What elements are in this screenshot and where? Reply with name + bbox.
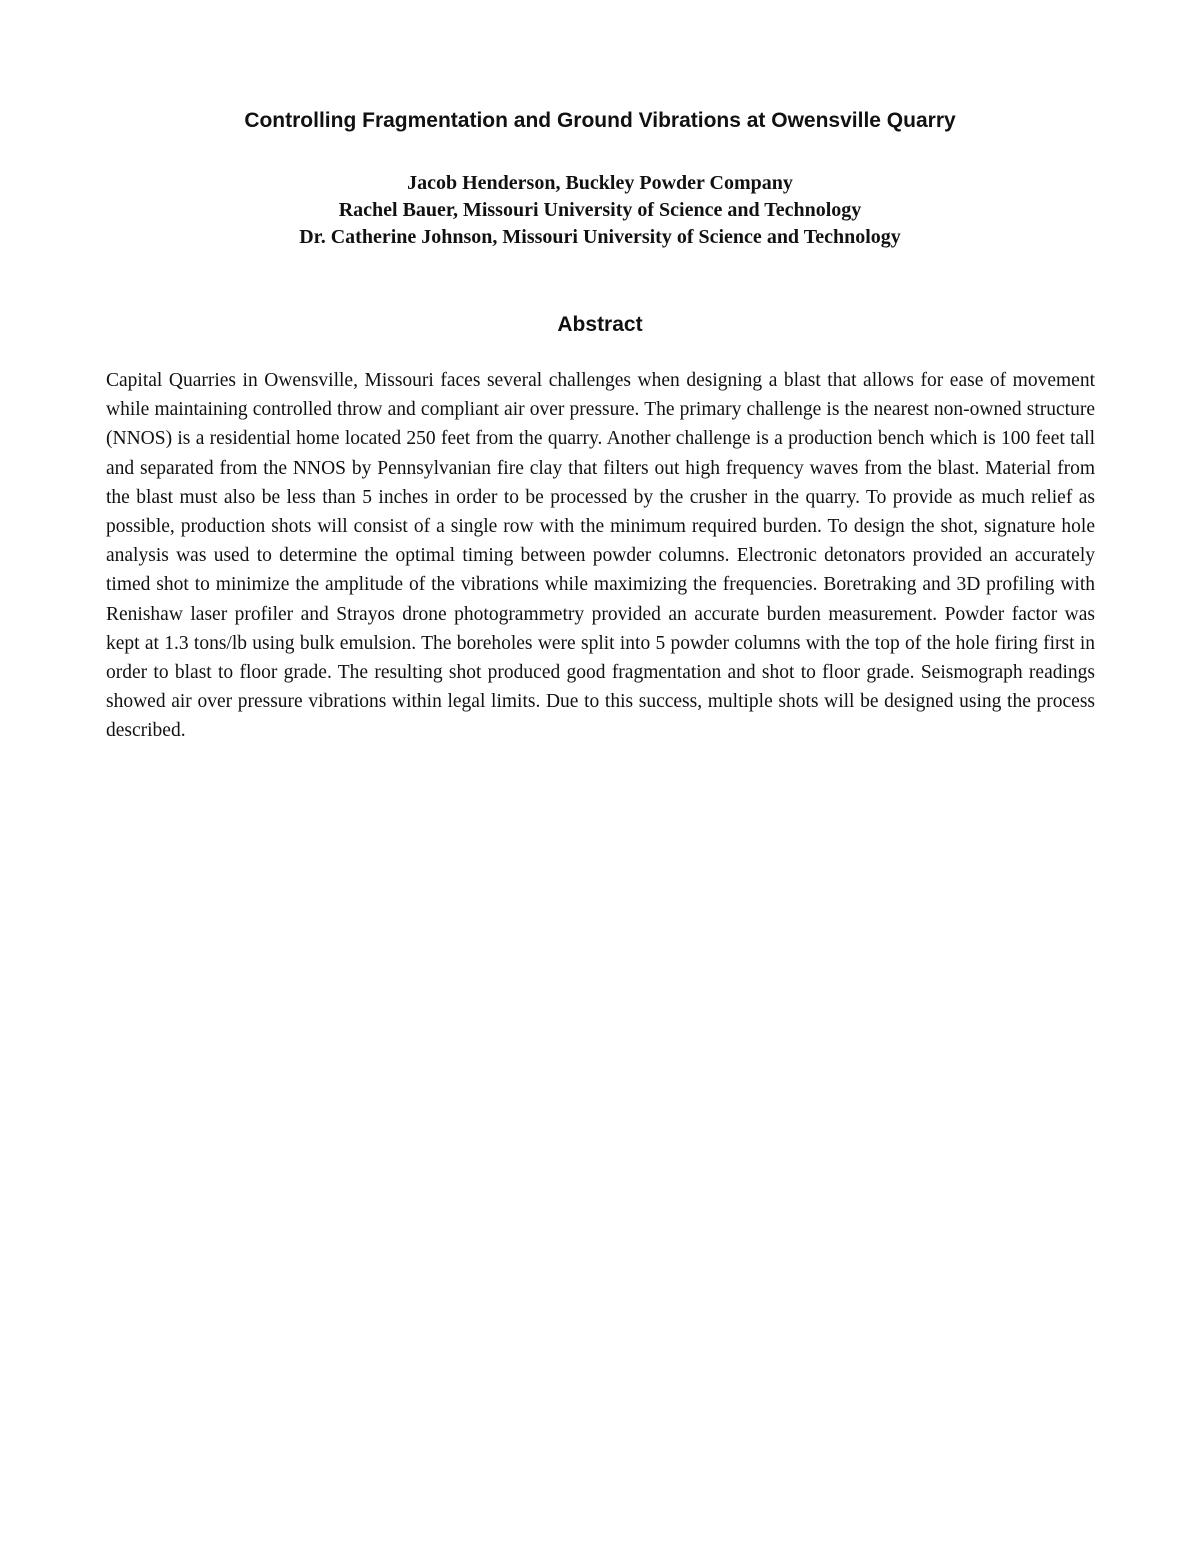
abstract-paragraph: Capital Quarries in Owensville, Missouri faces several challenges when designing a blast that allows for ease of movement while maintaining controlled throw and compliant air over pressure. The primary challenge is the nearest non-owned structure (NNOS) is a residential home located 250 feet from the quarry. Another challenge is a production bench which is 100 feet tall and separated from the NNOS by Pennsylvanian fire clay that filters out high frequency waves from the blast. Material from the blast must also be less than 5 inches in order to be processed by the crusher in the quarry. To provide as much relief as possible, production shots will consist of a single row with the minimum required burden. To design the shot, signature hole analysis was used to determine the optimal timing between powder columns. Electronic detonators provided an accurately timed shot to minimize the amplitude of the vibrations while maximizing the frequencies. Boretraking and 3D profiling with Renishaw laser profiler and Strayos drone photogrammetry provided an accurate burden measurement. Powder factor was kept at 1.3 tons/lb using bulk emulsion. The boreholes were split into 5 powder columns with the top of the hole firing first in order to blast to floor grade. The resulting shot produced good fragmentation and shot to floor grade. Seismograph readings showed air over pressure vibrations within legal limits. Due to this success, multiple shots will be designed using the process described. <box>106 370 1095 742</box>
abstract-heading: Abstract <box>557 313 643 336</box>
author-list <box>100 170 1100 251</box>
author-line: Rachel Bauer, Missouri University of Science and Technology <box>338 199 862 221</box>
paper-title: Controlling Fragmentation and Ground Vibrations at Owensville Quarry <box>244 109 956 132</box>
author-line: Dr. Catherine Johnson, Missouri University of Science and Technology <box>299 226 901 248</box>
author-line: Jacob Henderson, Buckley Powder Company <box>407 172 793 194</box>
